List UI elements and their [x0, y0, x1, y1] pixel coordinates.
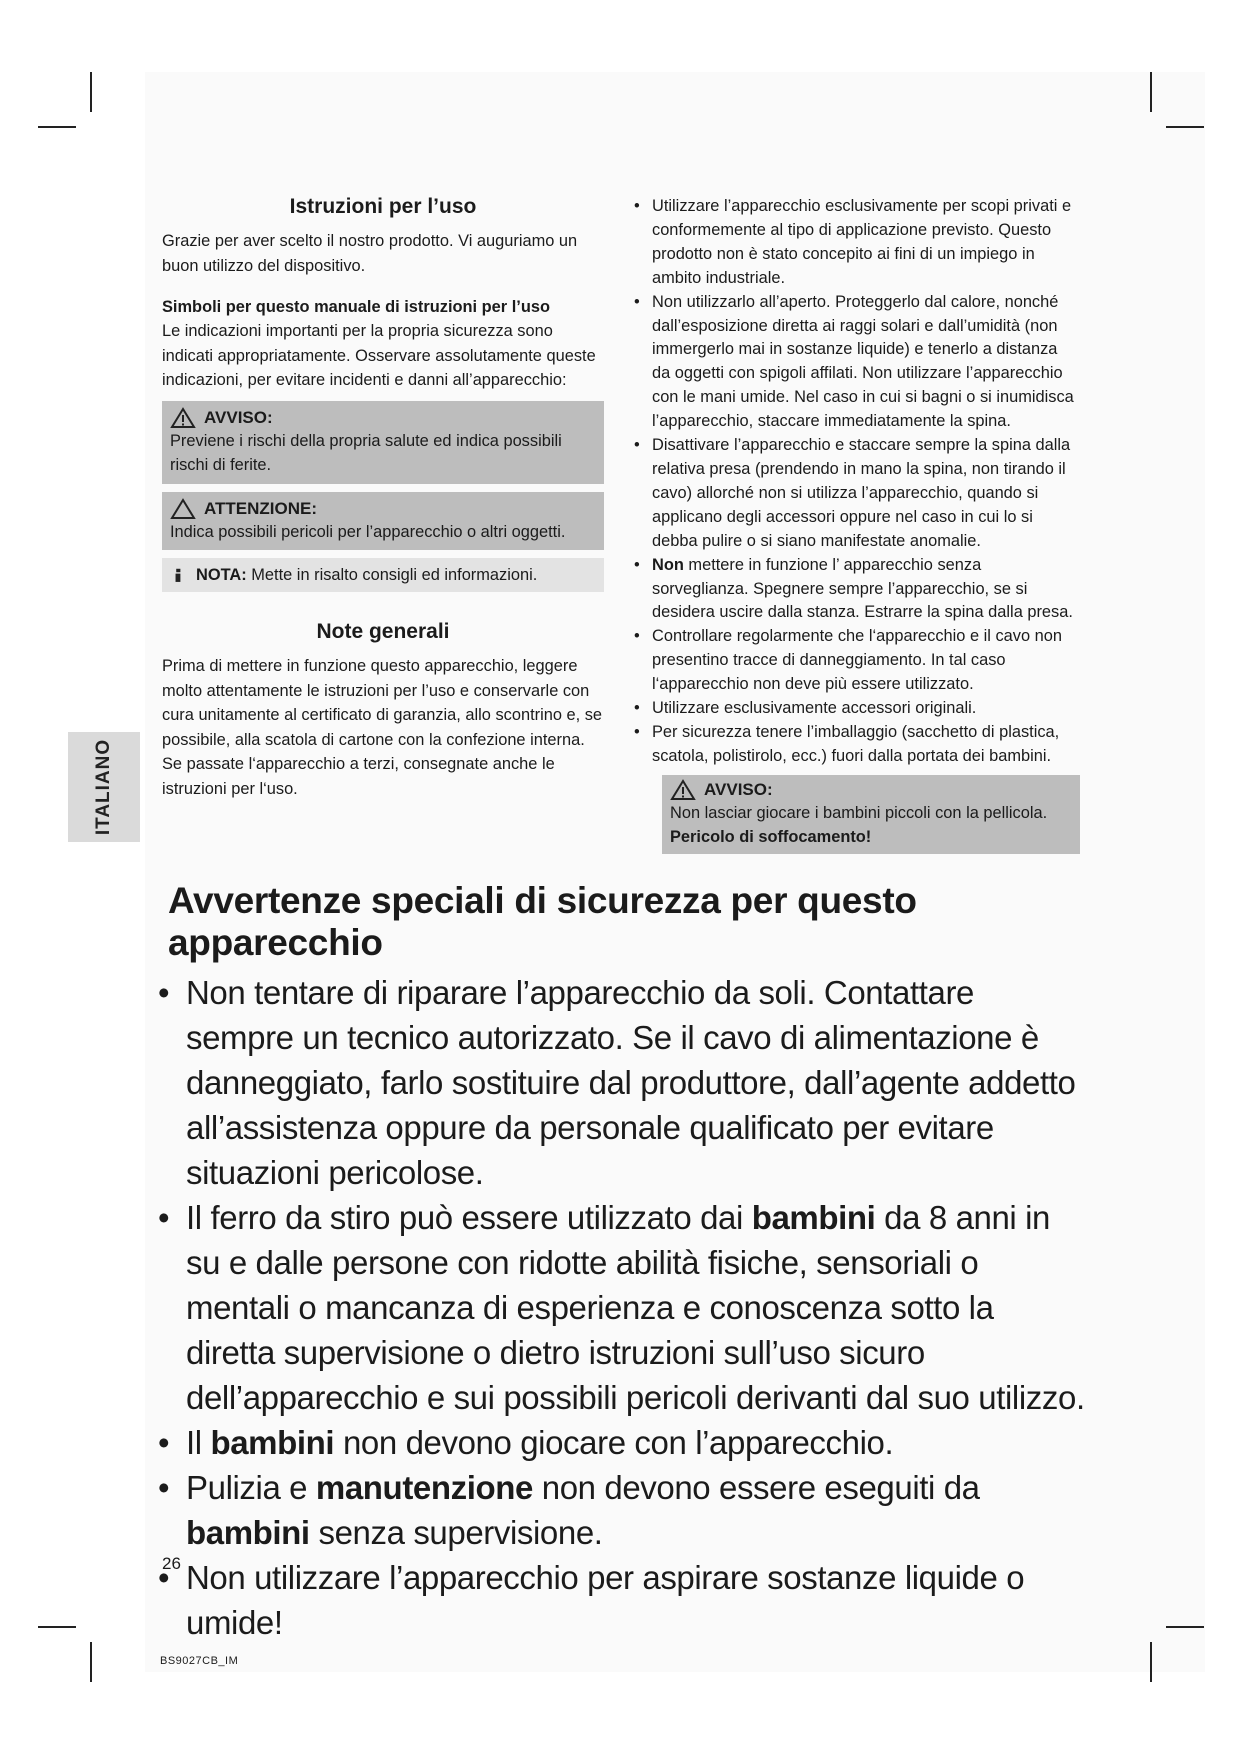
text-segment: non devono giocare con l’apparecchio.: [334, 1424, 894, 1461]
list-item: [150, 1195, 1090, 1420]
list-item: [150, 1465, 1090, 1555]
bullet-bold-non: Non: [652, 555, 684, 574]
warning-bold-text: Pericolo di soffocamento!: [670, 828, 872, 847]
caution-triangle-icon: [170, 498, 196, 520]
attenzione-label: ATTENZIONE:: [204, 498, 318, 518]
avviso-box: [162, 401, 604, 484]
intro-text: Grazie per aver scelto il nostro prodotto. Vi auguriamo un buon utilizzo del dispositivo.: [162, 232, 578, 275]
crop-mark-br-h: [1166, 1626, 1204, 1628]
warning-triangle-icon: [170, 407, 196, 429]
crop-mark-tr-h: [1166, 126, 1204, 128]
attenzione-box: [162, 492, 604, 551]
language-tab-label: ITALIANO: [93, 738, 114, 836]
list-item: • Non utilizzare l’apparecchio per aspirare sostanze liquide o umide!: [150, 1555, 1090, 1645]
info-icon: [170, 564, 188, 586]
list-item: • Per sicurezza tenere l’imballaggio (sacchetto di plastica, scatola, polistirolo, ecc.) fuori dalla portata dei bambini.: [632, 721, 1080, 769]
text-segment: Il: [186, 1424, 211, 1461]
crop-mark-br-v: [1150, 1642, 1152, 1682]
text-segment: da 8 anni in su e dalle persone con ridotte abilità fisiche, sensoriali o mentali o mancanza di esperienza e conoscenza sotto la diretta supervisione o dietro istruzioni sull’uso sicuro dell’apparecchio e sui possibili pericoli derivanti dal suo utilizzo.: [186, 1199, 1085, 1416]
bullet-text: mettere in funzione l’ apparecchio senza sorveglianza. Spegnere sempre l’apparecchio, se si desidera uscire dalla stanza. Estrarre la spina dalla presa.: [652, 555, 1073, 622]
avviso-label: AVVISO:: [204, 407, 273, 427]
language-tab: [68, 732, 140, 842]
symbols-text: Le indicazioni importanti per la propria sicurezza sono indicati appropriatamente. Osservare assolutamente queste indicazioni, per evitare incidenti e danni all’apparecchio:: [162, 322, 596, 389]
nota-label: NOTA:: [196, 565, 247, 584]
warning-label: AVVISO:: [704, 779, 773, 799]
bold-segment: bambini: [210, 1424, 335, 1461]
crop-mark-tr-v: [1150, 72, 1152, 112]
text-segment: non devono essere eseguiti da: [532, 1469, 980, 1506]
bold-segment: bambini: [186, 1514, 310, 1551]
attenzione-text: Indica possibili pericoli per l’apparecchio o altri oggetti.: [170, 522, 566, 541]
text-segment: Il ferro da stiro può essere utilizzato dai: [186, 1199, 752, 1236]
right-column: [632, 195, 1080, 854]
bold-segment: manutenzione: [315, 1469, 533, 1506]
list-item: • Utilizzare l’apparecchio esclusivamente per scopi privati e conformemente al tipo di applicazione previsto. Questo prodotto non è stato concepito ai fini di un impiego in ambito industriale.: [632, 195, 1080, 291]
nota-box: [162, 558, 604, 592]
list-item: [150, 1420, 1090, 1465]
avviso-text: Previene i rischi della propria salute ed indica possibili rischi di ferite.: [170, 431, 562, 474]
instructions-title: Istruzioni per l’uso: [289, 195, 477, 218]
list-item: • Disattivare l’apparecchio e staccare sempre la spina dalla relativa presa (prendendo in mano la spina, non tirando il cavo) allorché non si utilizza l’apparecchio, quando si applicano degli accessori oppure nel caso in cui lo si debba pulire o si siano manifestate anomalie.: [632, 434, 1080, 554]
special-warnings-list: [150, 970, 1090, 1645]
packaging-warning-box: [662, 775, 1080, 854]
special-warnings-title: Avvertenze speciali di sicurezza per questo apparecchio: [168, 880, 917, 963]
list-item: • Controllare regolarmente che l‘apparecchio e il cavo non presentino tracce di danneggiamento. In tal caso l‘apparecchio non deve più essere utilizzato.: [632, 625, 1080, 697]
warning-text: Non lasciar giocare i bambini piccoli con la pellicola.: [670, 803, 1048, 822]
warning-triangle-icon: [670, 779, 696, 801]
list-item: • Non utilizzarlo all’aperto. Proteggerlo dal calore, nonché dall’esposizione diretta ai raggi solari e dall’umidità (non immergerlo mai in sostanze liquide) e tenerlo a distanza da oggetti con spigoli affilati. Non utilizzare l’apparecchio con le mani umide. Nel caso in cui si bagni o si inumidisca l’apparecchio, staccare immediatamente la spina.: [632, 291, 1080, 434]
text-segment: Pulizia e: [186, 1469, 316, 1506]
bold-segment: bambini: [751, 1199, 876, 1236]
left-column: [162, 195, 604, 801]
symbols-heading: Simboli per questo manuale di istruzioni per l’uso: [162, 298, 550, 316]
document-code: BS9027CB_IM: [160, 1655, 239, 1667]
crop-mark-tl-v: [90, 72, 92, 112]
general-notes-title: Note generali: [316, 620, 450, 643]
nota-text: Mette in risalto consigli ed informazioni.: [251, 565, 538, 584]
page-number: 26: [162, 1554, 181, 1573]
list-item: • Utilizzare esclusivamente accessori originali.: [632, 697, 1080, 721]
special-warnings-section: [150, 880, 1090, 1645]
list-item: [632, 554, 1080, 626]
text-segment: senza supervisione.: [309, 1514, 603, 1551]
general-notes-text: Prima di mettere in funzione questo apparecchio, leggere molto attentamente le istruzioni per l’uso e conservarle con cura unitamente al certificato di garanzia, allo scontrino e, se possibile, alla scatola di cartone con la confezione interna. Se passate l‘apparecchio a terzi, consegnate anche le istruzioni per l‘uso.: [162, 657, 603, 798]
crop-mark-tl-h: [38, 126, 76, 128]
crop-mark-bl-v: [90, 1642, 92, 1682]
safety-list: [632, 195, 1080, 769]
list-item: • Non tentare di riparare l’apparecchio da soli. Contattare sempre un tecnico autorizzato. Se il cavo di alimentazione è danneggiato, farlo sostituire dal produttore, dall’agente addetto all’assistenza oppure da personale qualificato per evitare situazioni pericolose.: [150, 970, 1090, 1195]
crop-mark-bl-h: [38, 1626, 76, 1628]
